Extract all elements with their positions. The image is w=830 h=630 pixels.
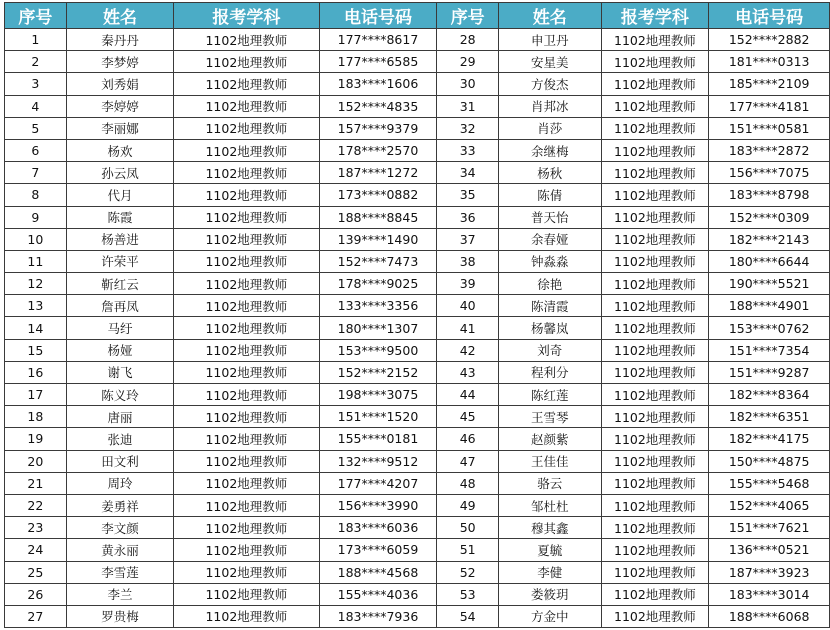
cell-number: 15 bbox=[5, 339, 67, 361]
table-row bbox=[5, 517, 830, 539]
cell-number: 43 bbox=[437, 361, 499, 383]
cell-number: 17 bbox=[5, 384, 67, 406]
cell-name: 张迪 bbox=[66, 428, 173, 450]
cell-subject: 1102地理教师 bbox=[174, 339, 319, 361]
cell-subject: 1102地理教师 bbox=[601, 361, 709, 383]
cell-subject: 1102地理教师 bbox=[601, 517, 709, 539]
cell-phone: 139****1490 bbox=[319, 228, 437, 250]
cell-phone: 136****0521 bbox=[709, 539, 830, 561]
cell-name: 程利分 bbox=[499, 361, 601, 383]
cell-name: 李兰 bbox=[66, 583, 173, 605]
cell-number: 18 bbox=[5, 406, 67, 428]
cell-subject: 1102地理教师 bbox=[174, 29, 319, 51]
cell-subject: 1102地理教师 bbox=[174, 73, 319, 95]
cell-name: 李雪莲 bbox=[66, 561, 173, 583]
cell-name: 刘秀娟 bbox=[66, 73, 173, 95]
cell-number: 24 bbox=[5, 539, 67, 561]
table-row bbox=[5, 273, 830, 295]
cell-phone: 183****3014 bbox=[709, 583, 830, 605]
cell-subject: 1102地理教师 bbox=[174, 605, 319, 627]
cell-number: 50 bbox=[437, 517, 499, 539]
cell-phone: 177****4181 bbox=[709, 95, 830, 117]
cell-phone: 177****6585 bbox=[319, 51, 437, 73]
table-row bbox=[5, 450, 830, 472]
cell-subject: 1102地理教师 bbox=[174, 428, 319, 450]
cell-subject: 1102地理教师 bbox=[174, 361, 319, 383]
cell-phone: 173****0882 bbox=[319, 184, 437, 206]
cell-name: 钟淼淼 bbox=[499, 250, 601, 272]
cell-name: 杨秋 bbox=[499, 162, 601, 184]
table-row bbox=[5, 384, 830, 406]
cell-name: 杨欢 bbox=[66, 139, 173, 161]
cell-name: 孙云凤 bbox=[66, 162, 173, 184]
cell-subject: 1102地理教师 bbox=[174, 206, 319, 228]
cell-phone: 183****8798 bbox=[709, 184, 830, 206]
cell-subject: 1102地理教师 bbox=[174, 250, 319, 272]
cell-name: 陈红莲 bbox=[499, 384, 601, 406]
cell-number: 53 bbox=[437, 583, 499, 605]
table-row bbox=[5, 206, 830, 228]
cell-subject: 1102地理教师 bbox=[601, 139, 709, 161]
cell-subject: 1102地理教师 bbox=[174, 472, 319, 494]
cell-subject: 1102地理教师 bbox=[601, 184, 709, 206]
table-row bbox=[5, 539, 830, 561]
header-subject: 报考学科 bbox=[174, 3, 319, 29]
table-row bbox=[5, 605, 830, 627]
cell-subject: 1102地理教师 bbox=[601, 117, 709, 139]
cell-subject: 1102地理教师 bbox=[601, 162, 709, 184]
cell-subject: 1102地理教师 bbox=[174, 162, 319, 184]
cell-name: 陈义玲 bbox=[66, 384, 173, 406]
cell-phone: 157****9379 bbox=[319, 117, 437, 139]
cell-name: 唐丽 bbox=[66, 406, 173, 428]
cell-subject: 1102地理教师 bbox=[174, 139, 319, 161]
cell-phone: 150****4875 bbox=[709, 450, 830, 472]
cell-phone: 190****5521 bbox=[709, 273, 830, 295]
header-row bbox=[5, 3, 830, 29]
cell-phone: 187****1272 bbox=[319, 162, 437, 184]
cell-number: 34 bbox=[437, 162, 499, 184]
table-row bbox=[5, 494, 830, 516]
cell-subject: 1102地理教师 bbox=[174, 494, 319, 516]
cell-number: 21 bbox=[5, 472, 67, 494]
cell-phone: 178****2570 bbox=[319, 139, 437, 161]
table-row bbox=[5, 428, 830, 450]
cell-number: 23 bbox=[5, 517, 67, 539]
cell-name: 娄筱玥 bbox=[499, 583, 601, 605]
cell-number: 40 bbox=[437, 295, 499, 317]
cell-number: 39 bbox=[437, 273, 499, 295]
cell-phone: 198****3075 bbox=[319, 384, 437, 406]
cell-phone: 156****3990 bbox=[319, 494, 437, 516]
cell-number: 10 bbox=[5, 228, 67, 250]
cell-number: 37 bbox=[437, 228, 499, 250]
cell-subject: 1102地理教师 bbox=[174, 517, 319, 539]
cell-name: 杨馨岚 bbox=[499, 317, 601, 339]
cell-phone: 182****6351 bbox=[709, 406, 830, 428]
cell-subject: 1102地理教师 bbox=[601, 583, 709, 605]
table-row bbox=[5, 95, 830, 117]
cell-phone: 151****7354 bbox=[709, 339, 830, 361]
cell-number: 35 bbox=[437, 184, 499, 206]
cell-number: 46 bbox=[437, 428, 499, 450]
cell-name: 马纡 bbox=[66, 317, 173, 339]
cell-name: 李梦婷 bbox=[66, 51, 173, 73]
cell-subject: 1102地理教师 bbox=[174, 273, 319, 295]
cell-number: 8 bbox=[5, 184, 67, 206]
cell-name: 周玲 bbox=[66, 472, 173, 494]
cell-phone: 183****2872 bbox=[709, 139, 830, 161]
cell-subject: 1102地理教师 bbox=[601, 206, 709, 228]
cell-number: 28 bbox=[437, 29, 499, 51]
cell-phone: 177****4207 bbox=[319, 472, 437, 494]
cell-number: 47 bbox=[437, 450, 499, 472]
cell-name: 谢飞 bbox=[66, 361, 173, 383]
cell-subject: 1102地理教师 bbox=[174, 228, 319, 250]
cell-name: 詹再凤 bbox=[66, 295, 173, 317]
cell-name: 安星美 bbox=[499, 51, 601, 73]
cell-phone: 182****8364 bbox=[709, 384, 830, 406]
cell-phone: 151****1520 bbox=[319, 406, 437, 428]
cell-phone: 188****4901 bbox=[709, 295, 830, 317]
cell-subject: 1102地理教师 bbox=[601, 494, 709, 516]
cell-phone: 153****0762 bbox=[709, 317, 830, 339]
cell-phone: 177****8617 bbox=[319, 29, 437, 51]
cell-name: 罗贵梅 bbox=[66, 605, 173, 627]
cell-phone: 182****4175 bbox=[709, 428, 830, 450]
cell-number: 22 bbox=[5, 494, 67, 516]
cell-subject: 1102地理教师 bbox=[601, 406, 709, 428]
cell-subject: 1102地理教师 bbox=[174, 561, 319, 583]
table-row bbox=[5, 406, 830, 428]
table-row bbox=[5, 184, 830, 206]
cell-phone: 152****0309 bbox=[709, 206, 830, 228]
cell-phone: 181****0313 bbox=[709, 51, 830, 73]
cell-subject: 1102地理教师 bbox=[601, 95, 709, 117]
cell-phone: 152****2152 bbox=[319, 361, 437, 383]
cell-name: 许荣平 bbox=[66, 250, 173, 272]
cell-number: 5 bbox=[5, 117, 67, 139]
table-row bbox=[5, 317, 830, 339]
cell-phone: 183****7936 bbox=[319, 605, 437, 627]
cell-phone: 153****9500 bbox=[319, 339, 437, 361]
cell-subject: 1102地理教师 bbox=[174, 117, 319, 139]
cell-number: 12 bbox=[5, 273, 67, 295]
cell-name: 姜勇祥 bbox=[66, 494, 173, 516]
cell-subject: 1102地理教师 bbox=[601, 250, 709, 272]
cell-name: 骆云 bbox=[499, 472, 601, 494]
cell-phone: 183****6036 bbox=[319, 517, 437, 539]
cell-phone: 183****1606 bbox=[319, 73, 437, 95]
cell-name: 普天怡 bbox=[499, 206, 601, 228]
cell-name: 杨善进 bbox=[66, 228, 173, 250]
cell-name: 刘奇 bbox=[499, 339, 601, 361]
cell-subject: 1102地理教师 bbox=[174, 406, 319, 428]
cell-phone: 156****7075 bbox=[709, 162, 830, 184]
cell-phone: 188****6068 bbox=[709, 605, 830, 627]
cell-number: 45 bbox=[437, 406, 499, 428]
cell-number: 51 bbox=[437, 539, 499, 561]
cell-subject: 1102地理教师 bbox=[601, 428, 709, 450]
cell-number: 13 bbox=[5, 295, 67, 317]
cell-number: 29 bbox=[437, 51, 499, 73]
cell-name: 夏毓 bbox=[499, 539, 601, 561]
cell-number: 16 bbox=[5, 361, 67, 383]
header-name: 姓名 bbox=[499, 3, 601, 29]
cell-subject: 1102地理教师 bbox=[174, 51, 319, 73]
cell-name: 肖莎 bbox=[499, 117, 601, 139]
table-row bbox=[5, 339, 830, 361]
cell-phone: 182****2143 bbox=[709, 228, 830, 250]
cell-subject: 1102地理教师 bbox=[601, 51, 709, 73]
cell-name: 王雪琴 bbox=[499, 406, 601, 428]
cell-subject: 1102地理教师 bbox=[174, 539, 319, 561]
cell-number: 49 bbox=[437, 494, 499, 516]
cell-subject: 1102地理教师 bbox=[601, 472, 709, 494]
cell-phone: 133****3356 bbox=[319, 295, 437, 317]
cell-subject: 1102地理教师 bbox=[601, 228, 709, 250]
cell-name: 陈霞 bbox=[66, 206, 173, 228]
cell-name: 申卫丹 bbox=[499, 29, 601, 51]
table-row bbox=[5, 139, 830, 161]
table-row bbox=[5, 561, 830, 583]
cell-phone: 155****0181 bbox=[319, 428, 437, 450]
cell-name: 赵颜紫 bbox=[499, 428, 601, 450]
cell-number: 7 bbox=[5, 162, 67, 184]
table-row bbox=[5, 29, 830, 51]
cell-number: 6 bbox=[5, 139, 67, 161]
cell-number: 14 bbox=[5, 317, 67, 339]
cell-name: 余继梅 bbox=[499, 139, 601, 161]
cell-phone: 152****4065 bbox=[709, 494, 830, 516]
cell-phone: 185****2109 bbox=[709, 73, 830, 95]
cell-number: 1 bbox=[5, 29, 67, 51]
header-name: 姓名 bbox=[66, 3, 173, 29]
cell-phone: 152****4835 bbox=[319, 95, 437, 117]
cell-number: 26 bbox=[5, 583, 67, 605]
cell-subject: 1102地理教师 bbox=[601, 29, 709, 51]
cell-number: 4 bbox=[5, 95, 67, 117]
cell-number: 42 bbox=[437, 339, 499, 361]
table-row bbox=[5, 228, 830, 250]
cell-name: 徐艳 bbox=[499, 273, 601, 295]
cell-phone: 132****9512 bbox=[319, 450, 437, 472]
cell-name: 代月 bbox=[66, 184, 173, 206]
table-row bbox=[5, 51, 830, 73]
table-row bbox=[5, 250, 830, 272]
cell-phone: 152****7473 bbox=[319, 250, 437, 272]
cell-number: 11 bbox=[5, 250, 67, 272]
header-number: 序号 bbox=[5, 3, 67, 29]
cell-name: 杨娅 bbox=[66, 339, 173, 361]
header-number: 序号 bbox=[437, 3, 499, 29]
cell-number: 44 bbox=[437, 384, 499, 406]
header-phone: 电话号码 bbox=[709, 3, 830, 29]
cell-name: 黄永丽 bbox=[66, 539, 173, 561]
cell-number: 19 bbox=[5, 428, 67, 450]
cell-phone: 173****6059 bbox=[319, 539, 437, 561]
cell-phone: 155****4036 bbox=[319, 583, 437, 605]
cell-subject: 1102地理教师 bbox=[174, 317, 319, 339]
cell-number: 20 bbox=[5, 450, 67, 472]
cell-subject: 1102地理教师 bbox=[174, 384, 319, 406]
cell-subject: 1102地理教师 bbox=[174, 450, 319, 472]
table-row bbox=[5, 117, 830, 139]
cell-phone: 155****5468 bbox=[709, 472, 830, 494]
cell-number: 32 bbox=[437, 117, 499, 139]
cell-number: 41 bbox=[437, 317, 499, 339]
cell-subject: 1102地理教师 bbox=[601, 539, 709, 561]
cell-subject: 1102地理教师 bbox=[174, 583, 319, 605]
cell-subject: 1102地理教师 bbox=[601, 295, 709, 317]
cell-name: 靳红云 bbox=[66, 273, 173, 295]
cell-subject: 1102地理教师 bbox=[601, 384, 709, 406]
cell-name: 田文利 bbox=[66, 450, 173, 472]
cell-number: 31 bbox=[437, 95, 499, 117]
cell-phone: 180****1307 bbox=[319, 317, 437, 339]
cell-phone: 188****4568 bbox=[319, 561, 437, 583]
cell-name: 李文颜 bbox=[66, 517, 173, 539]
cell-name: 余春娅 bbox=[499, 228, 601, 250]
cell-phone: 188****8845 bbox=[319, 206, 437, 228]
cell-phone: 151****7621 bbox=[709, 517, 830, 539]
cell-subject: 1102地理教师 bbox=[174, 295, 319, 317]
table-row bbox=[5, 162, 830, 184]
cell-number: 9 bbox=[5, 206, 67, 228]
cell-phone: 152****2882 bbox=[709, 29, 830, 51]
cell-name: 肖邦冰 bbox=[499, 95, 601, 117]
cell-name: 王佳佳 bbox=[499, 450, 601, 472]
cell-subject: 1102地理教师 bbox=[601, 605, 709, 627]
cell-number: 30 bbox=[437, 73, 499, 95]
table-row bbox=[5, 361, 830, 383]
cell-number: 33 bbox=[437, 139, 499, 161]
cell-subject: 1102地理教师 bbox=[174, 95, 319, 117]
cell-name: 穆其鑫 bbox=[499, 517, 601, 539]
candidate-table-container bbox=[4, 2, 830, 628]
header-phone: 电话号码 bbox=[319, 3, 437, 29]
cell-phone: 151****0581 bbox=[709, 117, 830, 139]
cell-subject: 1102地理教师 bbox=[601, 339, 709, 361]
cell-number: 25 bbox=[5, 561, 67, 583]
cell-subject: 1102地理教师 bbox=[601, 273, 709, 295]
cell-subject: 1102地理教师 bbox=[601, 73, 709, 95]
cell-name: 李婷婷 bbox=[66, 95, 173, 117]
cell-phone: 180****6644 bbox=[709, 250, 830, 272]
cell-number: 3 bbox=[5, 73, 67, 95]
cell-name: 李健 bbox=[499, 561, 601, 583]
cell-number: 52 bbox=[437, 561, 499, 583]
candidate-table bbox=[4, 2, 830, 628]
table-body bbox=[5, 29, 830, 628]
cell-number: 2 bbox=[5, 51, 67, 73]
cell-subject: 1102地理教师 bbox=[601, 450, 709, 472]
cell-name: 邹杜杜 bbox=[499, 494, 601, 516]
cell-phone: 178****9025 bbox=[319, 273, 437, 295]
cell-number: 48 bbox=[437, 472, 499, 494]
table-row bbox=[5, 73, 830, 95]
cell-number: 54 bbox=[437, 605, 499, 627]
cell-name: 李丽娜 bbox=[66, 117, 173, 139]
table-row bbox=[5, 295, 830, 317]
cell-subject: 1102地理教师 bbox=[601, 317, 709, 339]
cell-phone: 151****9287 bbox=[709, 361, 830, 383]
header-subject: 报考学科 bbox=[601, 3, 709, 29]
cell-number: 38 bbox=[437, 250, 499, 272]
cell-name: 方金中 bbox=[499, 605, 601, 627]
cell-name: 秦丹丹 bbox=[66, 29, 173, 51]
cell-subject: 1102地理教师 bbox=[174, 184, 319, 206]
cell-name: 陈倩 bbox=[499, 184, 601, 206]
cell-number: 27 bbox=[5, 605, 67, 627]
cell-name: 陈清霞 bbox=[499, 295, 601, 317]
table-row bbox=[5, 472, 830, 494]
cell-name: 方俊杰 bbox=[499, 73, 601, 95]
cell-subject: 1102地理教师 bbox=[601, 561, 709, 583]
cell-number: 36 bbox=[437, 206, 499, 228]
table-row bbox=[5, 583, 830, 605]
cell-phone: 187****3923 bbox=[709, 561, 830, 583]
